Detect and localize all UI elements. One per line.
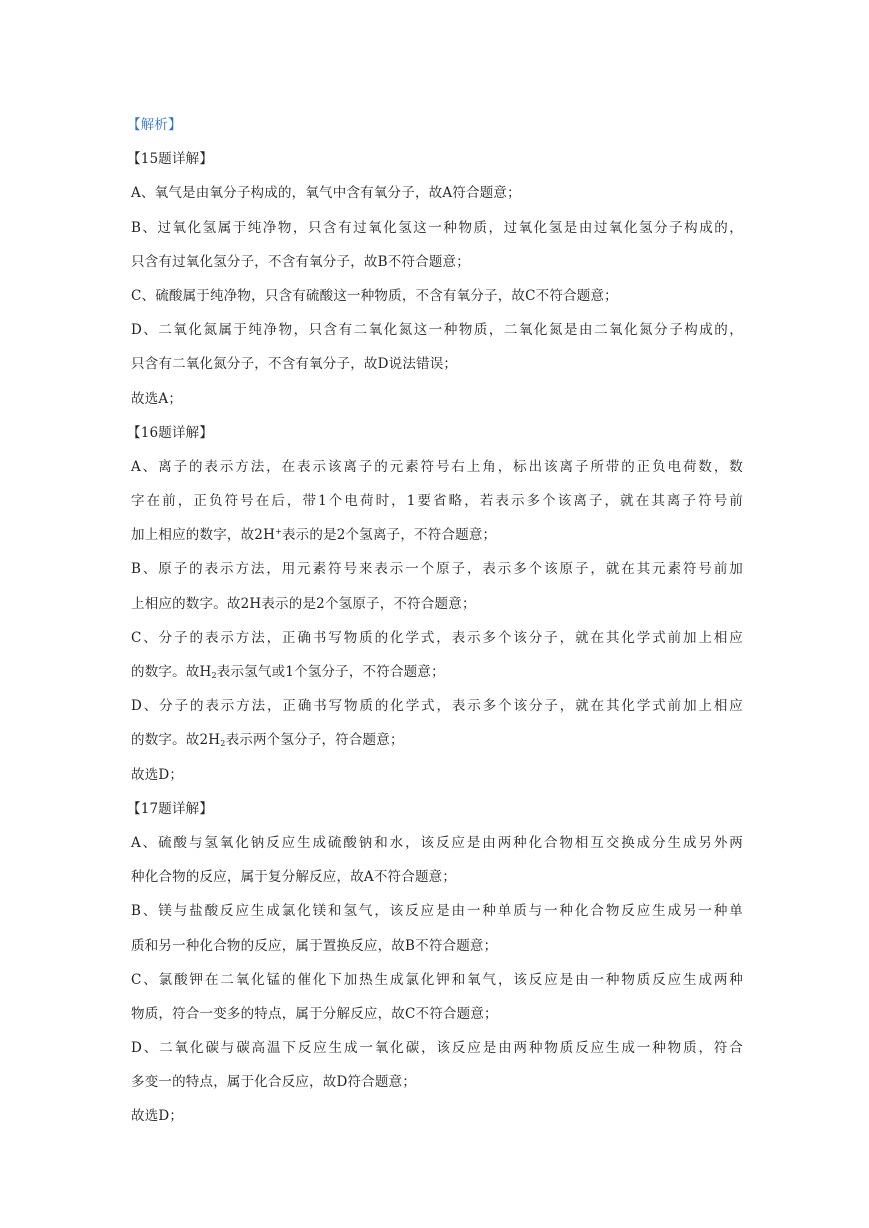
q17-option-c-line1: C、氯酸钾在二氧化锰的催化下加热生成氯化钾和氧气，该反应是由一种物质反应生成两种 — [131, 971, 743, 988]
q16-a3-superscript: + — [275, 527, 282, 537]
analysis-label: 【解析】 — [127, 117, 182, 133]
q17-header: 【17题详解】 — [127, 800, 214, 817]
q15-option-c: C、硫酸属于纯净物，只含有硫酸这一种物质，不含有氧分子，故C不符合题意； — [131, 287, 618, 304]
q17-option-d-line2: 多变一的特点，属于化合反应，故D符合题意； — [131, 1074, 417, 1091]
q16-c2-pre: 的数字。故H — [131, 664, 212, 680]
q16-option-b-line2: 上相应的数字。故2H表示的是2个氢原子，不符合题意； — [131, 595, 476, 612]
q15-conclusion: 故选A； — [131, 390, 183, 407]
document-page — [127, 108, 743, 1134]
q16-d2-post: 表示两个氢分子，符合题意； — [225, 732, 404, 749]
q16-option-b-line1: B、原子的表示方法，用元素符号来表示一个原子，表示多个该原子，就在其元素符号前加 — [131, 561, 743, 578]
q16-header: 【16题详解】 — [127, 424, 214, 441]
q16-a3-post: 表示的是2个氢离子，不符合题意； — [281, 527, 497, 544]
q17-option-d-line1: D、二氧化碳与碳高温下反应生成一氧化碳，该反应是由两种物质反应生成一种物质，符合 — [131, 1040, 743, 1057]
q16-option-a-line2: 字在前，正负符号在后，带1个电荷时，1要省略，若表示多个该离子，就在其离子符号前 — [131, 493, 743, 510]
q17-conclusion: 故选D； — [131, 1108, 184, 1125]
q15-option-d-line1: D、二氧化氮属于纯净物，只含有二氧化氮这一种物质，二氧化氮是由二氧化氮分子构成的， — [131, 322, 743, 339]
q16-option-d-line1: D、分子的表示方法，正确书写物质的化学式，表示多个该分子，就在其化学式前加上相应 — [131, 698, 743, 715]
q16-option-c-line1: C、分子的表示方法，正确书写物质的化学式，表示多个该分子，就在其化学式前加上相应 — [131, 629, 743, 646]
q17-option-a-line2: 种化合物的反应，属于复分解反应，故A不符合题意； — [131, 869, 457, 886]
q16-d2-pre: 的数字。故2H — [131, 732, 221, 749]
q16-c2-post: 表示氢气或1个氢分子，不符合题意； — [216, 664, 445, 680]
q15-option-d-line2: 只含有二氧化氮分子，不含有氧分子，故D说法错误； — [131, 356, 458, 373]
q15-header: 【15题详解】 — [127, 151, 214, 168]
q17-option-b-line1: B、镁与盐酸反应生成氯化镁和氢气，该反应是由一种单质与一种化合物反应生成另一种单 — [131, 903, 743, 920]
q16-option-a-line1: A、离子的表示方法，在表示该离子的元素符号右上角，标出该离子所带的正负电荷数，数 — [131, 458, 743, 475]
q17-option-c-line2: 物质，符合一变多的特点，属于分解反应，故C不符合题意； — [131, 1005, 498, 1022]
q16-d2-subscript: 2 — [220, 739, 226, 749]
q16-conclusion: 故选D； — [131, 766, 184, 783]
q16-option-c-line2 — [131, 655, 743, 689]
q15-option-a: A、氧气是由氧分子构成的，氧气中含有氧分子，故A符合题意； — [131, 185, 521, 202]
q17-option-b-line2: 质和另一种化合物的反应，属于置换反应，故B不符合题意； — [131, 937, 498, 954]
q16-option-a-line3 — [131, 518, 743, 552]
q15-option-b-line2: 只含有过氧化氢分子，不含有氧分子，故B不符合题意； — [131, 253, 470, 270]
q16-c2-subscript: 2 — [211, 671, 217, 680]
q16-a3-pre: 加上相应的数字，故2H — [131, 527, 276, 544]
q16-option-d-line2 — [131, 723, 743, 757]
q17-option-a-line1: A、硫酸与氢氧化钠反应生成硫酸钠和水，该反应是由两种化合物相互交换成分生成另外两 — [131, 834, 743, 851]
q15-option-b-line1: B、过氧化氢属于纯净物，只含有过氧化氢这一种物质，过氧化氢是由过氧化氢分子构成的， — [131, 219, 743, 236]
